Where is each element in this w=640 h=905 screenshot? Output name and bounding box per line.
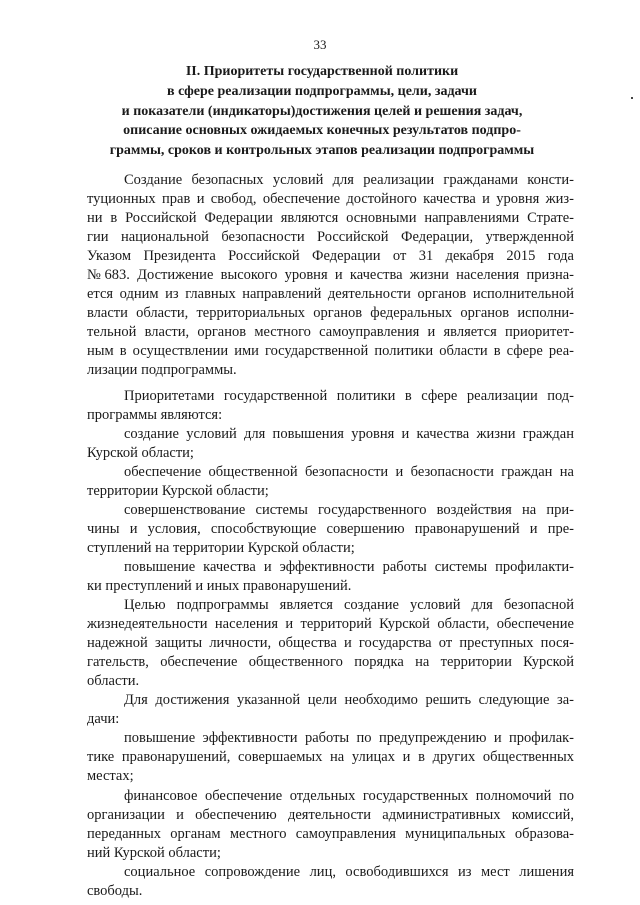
text-line: совершенствование системы государственного воздействия на при- (124, 501, 574, 518)
paragraph (87, 691, 574, 729)
heading-line: граммы, сроков и контрольных этапов реализации подпрограммы (109, 143, 535, 159)
text-line: финансовое обеспечение отдельных государственных полномочий по (124, 787, 574, 804)
text-line: гательств, обеспечение общественного порядка на территории Курской (87, 654, 574, 671)
section-heading (60, 62, 584, 161)
heading-line: и показатели (индикаторы)достижения целей и решения задач, (121, 103, 523, 119)
text-line: программы являются: (87, 406, 223, 423)
text-line: власти области, территориальных органов федеральных органов исполни- (87, 305, 574, 322)
body-text (87, 171, 574, 901)
text-line: Целью подпрограммы является создание условий для безопасной (124, 597, 574, 614)
text-line: жизнедеятельности населения и территорий Курской области, обеспечение (87, 616, 574, 633)
text-line: территории Курской области; (87, 482, 269, 499)
text-line: гии национальной безопасности Российской Федерации, утвержденной (87, 229, 574, 246)
page-number: 33 (313, 37, 327, 52)
text-line: повышение качества и эффективности работы системы профилакти- (124, 558, 574, 575)
text-line: обеспечение общественной безопасности и безопасности граждан на (124, 463, 574, 480)
text-line: Курской области; (87, 444, 194, 461)
text-line: Приоритетами государственной политики в сфере реализации под- (124, 387, 574, 404)
text-line: области. (87, 673, 140, 690)
text-line: повышение эффективности работы по предупреждению и профилак- (124, 730, 574, 747)
text-line: туционных прав и свобод, обеспечение достойного качества и уровня жиз- (87, 191, 574, 208)
text-line: переданных органам местного самоуправления муниципальных образова- (87, 825, 574, 842)
paragraph (87, 787, 574, 863)
text-line: надежной защиты личности, общества и государства от преступных пося- (87, 635, 574, 652)
text-line: №683. Достижение высокого уровня и качества жизни населения призна- (87, 267, 574, 284)
text-line: ется одним из главных направлений деятельности органов исполнительной (87, 286, 574, 303)
text-line: создание условий для повышения уровня и качества жизни граждан (124, 425, 574, 442)
paragraph (87, 463, 574, 501)
paragraph (87, 501, 574, 558)
text-line: тельной власти, органов местного самоуправления и является приоритет- (87, 324, 574, 341)
text-line: тике правонарушений, совершаемых на улицах и в других общественных (87, 749, 574, 766)
text-line: местах; (87, 768, 134, 785)
text-line: Указом Президента Российской Федерации от 31 декабря 2015 года (87, 248, 574, 265)
paragraph (87, 729, 574, 786)
text-line: Создание безопасных условий для реализации гражданами консти- (124, 172, 574, 188)
text-line: чины и условия, способствующие совершению правонарушений и пре- (87, 520, 574, 537)
text-line: Для достижения указанной цели необходимо решить следующие за- (124, 692, 574, 709)
text-line: социальное сопровождение лиц, освободившихся из мест лишения (124, 863, 574, 880)
scan-artifact (631, 97, 633, 99)
text-line: организации и обеспечению деятельности административных комиссий, (87, 806, 574, 823)
paragraph (87, 596, 574, 691)
paragraph (87, 171, 574, 381)
text-line: ни в Российской Федерации являются основными направлениями Страте- (87, 210, 574, 227)
paragraph (87, 558, 574, 596)
text-line: ным в осуществлении ими государственной политики области в сфере реа- (87, 343, 574, 360)
heading-line: описание основных ожидаемых конечных результатов подпро- (123, 123, 521, 139)
text-line: ступлений на территории Курской области; (87, 539, 355, 556)
paragraph (87, 425, 574, 463)
text-line: ки преступлений и иных правонарушений. (87, 577, 352, 594)
text-line: ний Курской области; (87, 844, 221, 861)
heading-line: II. Приоритеты государственной политики (185, 64, 459, 79)
paragraph (87, 863, 574, 901)
text-line: дачи: (87, 711, 120, 728)
text-line: лизации подпрограммы. (87, 362, 237, 379)
heading-line: в сфере реализации подпрограммы, цели, задачи (167, 83, 477, 99)
paragraph (87, 387, 574, 425)
text-line: свободы. (87, 882, 143, 899)
